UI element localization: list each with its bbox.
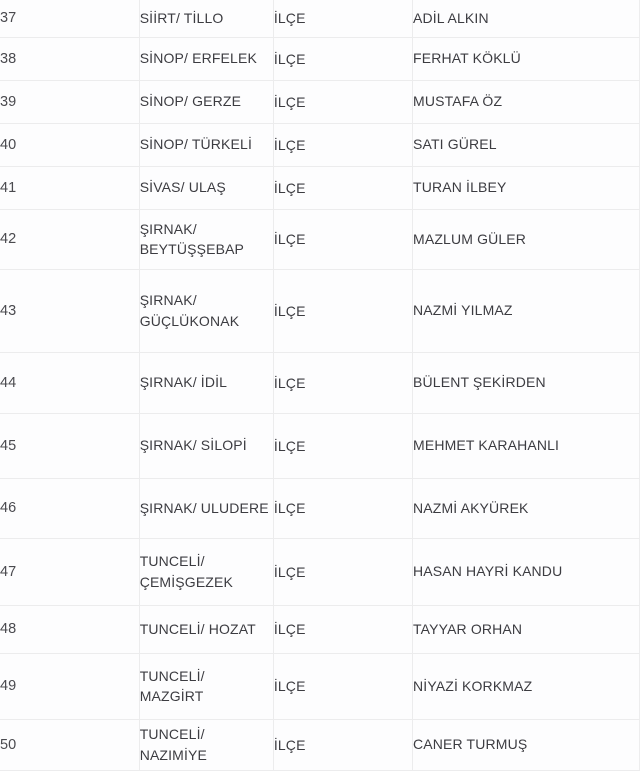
row-index-cell: 39 — [0, 80, 139, 123]
table-row — [0, 80, 640, 123]
row-index-cell: 46 — [0, 478, 139, 538]
district-line: TUNCELİ/ — [139, 726, 205, 743]
person-name-cell: FERHAT KÖKLÜ — [413, 37, 640, 80]
person-name-cell: TAYYAR ORHAN — [413, 605, 640, 653]
row-index-cell: 50 — [0, 719, 139, 770]
district-cell — [139, 413, 273, 478]
table-row — [0, 538, 640, 605]
row-index-cell: 49 — [0, 653, 139, 719]
admin-type-cell: İLÇE — [273, 209, 412, 269]
person-name-cell: MEHMET KARAHANLI — [413, 413, 640, 478]
district-cell — [139, 719, 273, 770]
district-line: SİİRT/ TİLLO — [139, 10, 224, 27]
district-cell — [139, 166, 273, 209]
district-cell — [139, 269, 273, 352]
district-cell — [139, 653, 273, 719]
district-line: ŞIRNAK/ ULUDERE — [139, 499, 269, 516]
table-row — [0, 209, 640, 269]
person-name-cell: ADİL ALKIN — [413, 0, 640, 37]
district-line: ŞIRNAK/ — [139, 292, 197, 309]
admin-type-cell: İLÇE — [273, 37, 412, 80]
row-index-cell: 43 — [0, 269, 139, 352]
row-index-cell: 45 — [0, 413, 139, 478]
person-name-cell: MAZLUM GÜLER — [413, 209, 640, 269]
row-index-cell: 42 — [0, 209, 139, 269]
row-index-cell: 44 — [0, 352, 139, 413]
district-cell — [139, 605, 273, 653]
admin-type-cell: İLÇE — [273, 123, 412, 166]
district-line: SİNOP/ GERZE — [139, 93, 242, 110]
row-index-cell: 37 — [0, 0, 139, 37]
district-line: TUNCELİ/ — [139, 667, 205, 684]
district-line: ŞIRNAK/ — [139, 220, 197, 237]
district-cell — [139, 209, 273, 269]
row-index-cell: 41 — [0, 166, 139, 209]
district-cell — [139, 478, 273, 538]
table-row — [0, 653, 640, 719]
district-cell — [139, 538, 273, 605]
person-name-cell: NAZMİ AKYÜREK — [413, 478, 640, 538]
row-index-cell: 40 — [0, 123, 139, 166]
admin-type-cell: İLÇE — [273, 80, 412, 123]
admin-type-cell: İLÇE — [273, 719, 412, 770]
person-name-cell: TURAN İLBEY — [413, 166, 640, 209]
admin-type-cell: İLÇE — [273, 653, 412, 719]
person-name-cell: NAZMİ YILMAZ — [413, 269, 640, 352]
admin-type-cell: İLÇE — [273, 352, 412, 413]
person-name-cell: MUSTAFA ÖZ — [413, 80, 640, 123]
district-cell — [139, 352, 273, 413]
district-line: NAZIMİYE — [139, 746, 208, 763]
district-line: MAZGİRT — [139, 688, 204, 704]
admin-type-cell: İLÇE — [273, 0, 412, 37]
row-index-cell: 38 — [0, 37, 139, 80]
admin-type-cell: İLÇE — [273, 538, 412, 605]
table-row — [0, 269, 640, 352]
district-cell — [139, 0, 273, 37]
district-cell — [139, 80, 273, 123]
person-name-cell: SATI GÜREL — [413, 123, 640, 166]
table-row — [0, 413, 640, 478]
admin-type-cell: İLÇE — [273, 478, 412, 538]
district-line: ŞIRNAK/ SİLOPİ — [139, 437, 247, 454]
table-row — [0, 0, 640, 37]
district-line: SİVAS/ ULAŞ — [139, 179, 226, 196]
district-line: GÜÇLÜKONAK — [139, 312, 240, 329]
district-cell — [139, 123, 273, 166]
person-name-cell: CANER TURMUŞ — [413, 719, 640, 770]
person-name-cell: BÜLENT ŞEKİRDEN — [413, 352, 640, 413]
district-line: TUNCELİ/ — [139, 553, 205, 570]
row-index-cell: 47 — [0, 538, 139, 605]
table-row — [0, 123, 640, 166]
table-row — [0, 719, 640, 770]
district-line: BEYTÜŞŞEBAP — [139, 241, 245, 257]
table-row — [0, 352, 640, 413]
table-row — [0, 37, 640, 80]
table-row — [0, 478, 640, 538]
district-line: ÇEMİŞGEZEK — [139, 573, 233, 590]
table-row — [0, 166, 640, 209]
district-line: TUNCELİ/ HOZAT — [139, 620, 256, 637]
district-line: ŞIRNAK/ İDİL — [139, 374, 228, 391]
person-name-cell: HASAN HAYRİ KANDU — [413, 538, 640, 605]
district-line: SİNOP/ ERFELEK — [139, 50, 257, 67]
district-cell — [139, 37, 273, 80]
district-line: SİNOP/ TÜRKELİ — [139, 136, 253, 153]
row-index-cell: 48 — [0, 605, 139, 653]
table-row — [0, 605, 640, 653]
person-name-cell: NİYAZİ KORKMAZ — [413, 653, 640, 719]
admin-type-cell: İLÇE — [273, 413, 412, 478]
admin-type-cell: İLÇE — [273, 269, 412, 352]
admin-type-cell: İLÇE — [273, 605, 412, 653]
admin-type-cell: İLÇE — [273, 166, 412, 209]
